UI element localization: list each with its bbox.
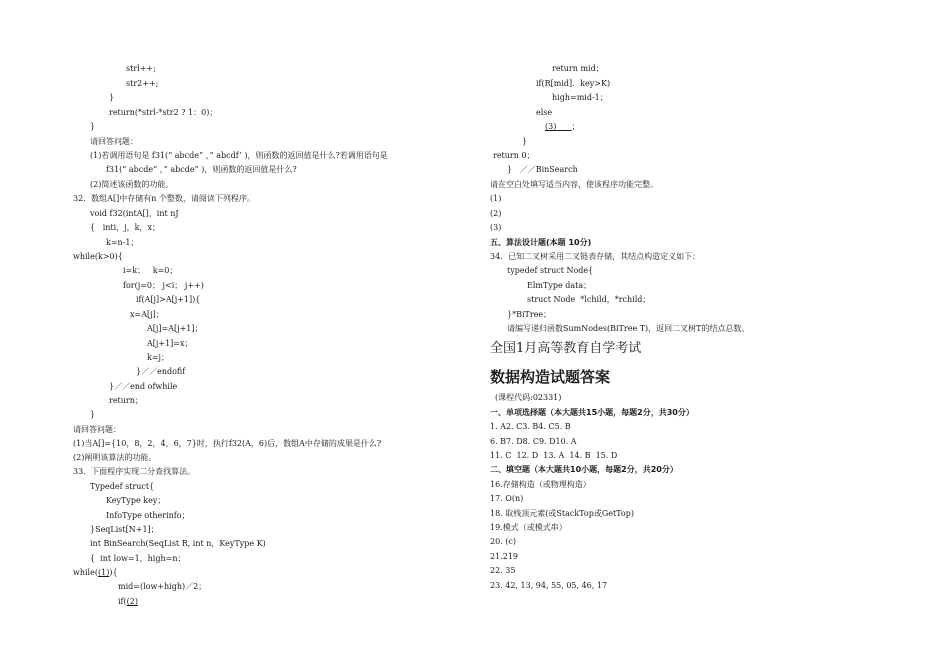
code-line: typedef struct Node{ bbox=[507, 266, 594, 275]
question-text: 请在空白处填写适当内容，使该程序功能完整。 bbox=[490, 180, 658, 189]
answer-line: 21.219 bbox=[490, 552, 518, 561]
code-line: { int low=1，high=n； bbox=[90, 554, 186, 563]
question-text: 请回答问题： bbox=[73, 425, 121, 434]
code-line bbox=[545, 122, 580, 132]
code-line: if(R[mid]．key>K) bbox=[536, 79, 611, 88]
answer-line: 1. A2. C3. B4. C5. B bbox=[490, 422, 571, 431]
section-heading: 一、单项选择题（本大题共15小题，每题2分，共30分） bbox=[490, 408, 694, 417]
code-line: return mid； bbox=[552, 64, 604, 73]
question-heading: 33．下面程序实现二分查找算法。 bbox=[73, 467, 196, 476]
code-line: if(A[j]>A[j+1]){ bbox=[136, 295, 201, 304]
question-text: f31(” abcde” ，” abcde” )，则函数的返回值是什么? bbox=[106, 165, 297, 174]
code-line: k=n-1； bbox=[106, 238, 139, 247]
code-line: }／／endofif bbox=[136, 367, 186, 376]
code-line: }／／end ofwhile bbox=[109, 382, 178, 391]
code-line: return； bbox=[109, 396, 143, 405]
code-line: while(k>0){ bbox=[73, 252, 123, 261]
code-line: KeyType key； bbox=[106, 496, 166, 505]
code-text: ){ bbox=[109, 568, 118, 577]
code-line: str2++; bbox=[126, 79, 159, 88]
answer-title: 数据构造试题答案 bbox=[490, 368, 611, 386]
answer-slot: (2) bbox=[490, 209, 502, 218]
code-text: ； bbox=[571, 122, 580, 131]
code-line: }*BiTree； bbox=[507, 310, 552, 319]
answer-line: 19.模式（或模式串） bbox=[490, 523, 567, 532]
code-line: struct Node *lchild，*rchild； bbox=[527, 295, 651, 304]
answer-line: 17. O(n) bbox=[490, 494, 524, 503]
code-line bbox=[73, 568, 118, 578]
code-line: Typedef struct{ bbox=[90, 482, 155, 491]
code-line: i=k； k=0； bbox=[123, 266, 178, 275]
code-line: k=j； bbox=[147, 353, 170, 362]
answer-line: 11. C 12. D 13. A 14. B 15. D bbox=[490, 451, 618, 460]
question-text: (2)简述该函数的功能。 bbox=[90, 180, 174, 189]
code-line: InfoType otherinfo； bbox=[106, 511, 190, 520]
section-heading: 五、算法设计题(本题 10分) bbox=[490, 238, 592, 247]
code-line bbox=[118, 597, 138, 607]
answer-line: 22. 35 bbox=[490, 566, 516, 575]
code-line: high=mid-1； bbox=[552, 93, 608, 102]
code-line: { inti，j，k，x； bbox=[90, 223, 161, 232]
code-line: int BinSearch(SeqList R, int n，KeyType K) bbox=[90, 539, 266, 548]
answer-line: 20. (c) bbox=[490, 537, 516, 546]
question-text: 请回答问题： bbox=[90, 137, 138, 146]
question-heading: 32．数组A[]中存储有n 个整数，请阅读下列程序。 bbox=[73, 194, 255, 203]
code-line: x=A[j]； bbox=[130, 310, 164, 319]
question-text: (1)若调用语句是 f31(” abcde” ，” abcdf’ )，则函数的返回值是什么?若调用语句是 bbox=[90, 151, 388, 160]
code-line: return(*strl-*str2 ? 1：0)； bbox=[109, 108, 218, 117]
code-line: void f32(intA[]，int nJ bbox=[90, 209, 179, 218]
code-line: mid=(low+high)／2； bbox=[118, 582, 207, 591]
section-heading: 二、填空题（本大题共10小题，每题2分，共20分） bbox=[490, 465, 678, 474]
exam-title: 全国1月高等教育自学考试 bbox=[490, 341, 642, 356]
code-line: } bbox=[522, 137, 528, 146]
question-text: (2)阐明该算法的功能。 bbox=[73, 453, 157, 462]
course-code: (课程代码:02331) bbox=[495, 393, 562, 402]
code-line: } ／／BinSearch bbox=[507, 165, 578, 174]
code-line: ElmType data； bbox=[527, 281, 592, 290]
question-text: 请编写递归函数SumNodes(BiTree T)，返回二叉树T的结点总数。 bbox=[507, 324, 750, 333]
code-line: }SeqList[N+1]； bbox=[90, 525, 159, 534]
code-line: return 0； bbox=[493, 151, 535, 160]
answer-line: 23. 42, 13, 94, 55, 05, 46, 17 bbox=[490, 581, 608, 590]
blank-1: (1) bbox=[97, 568, 110, 577]
answer-line: 16.存储构造（或物理构造） bbox=[490, 480, 591, 489]
question-heading: 34．已知二叉树采用二叉链表存储，其结点构造定义如下： bbox=[490, 252, 701, 261]
code-line: A[j+1]=x； bbox=[147, 339, 193, 348]
code-text: if( bbox=[118, 597, 127, 606]
code-line: } bbox=[90, 410, 96, 419]
answer-slot: (3) bbox=[490, 223, 502, 232]
code-line: strl++; bbox=[126, 64, 156, 73]
code-text: while( bbox=[73, 568, 98, 577]
code-line: for(j=0； j<i； j++) bbox=[123, 281, 204, 290]
question-text: (1)当A[]={10，8，2，4，6，7}时，执行f32(A，6)后，数组A中存储的成果是什么? bbox=[73, 439, 382, 448]
blank-3: (3) bbox=[545, 122, 557, 131]
code-line: A[j]=A[j+1]； bbox=[147, 324, 203, 333]
blank-2: (2) bbox=[126, 597, 138, 606]
answer-line: 18. 取栈顶元素(或StackTop或GetTop) bbox=[490, 509, 634, 518]
code-line: } bbox=[90, 122, 96, 131]
answer-slot: (1) bbox=[490, 194, 502, 203]
code-line: } bbox=[109, 93, 115, 102]
answer-line: 6. B7. D8. C9. D10. A bbox=[490, 437, 577, 446]
code-line: else bbox=[536, 108, 553, 117]
